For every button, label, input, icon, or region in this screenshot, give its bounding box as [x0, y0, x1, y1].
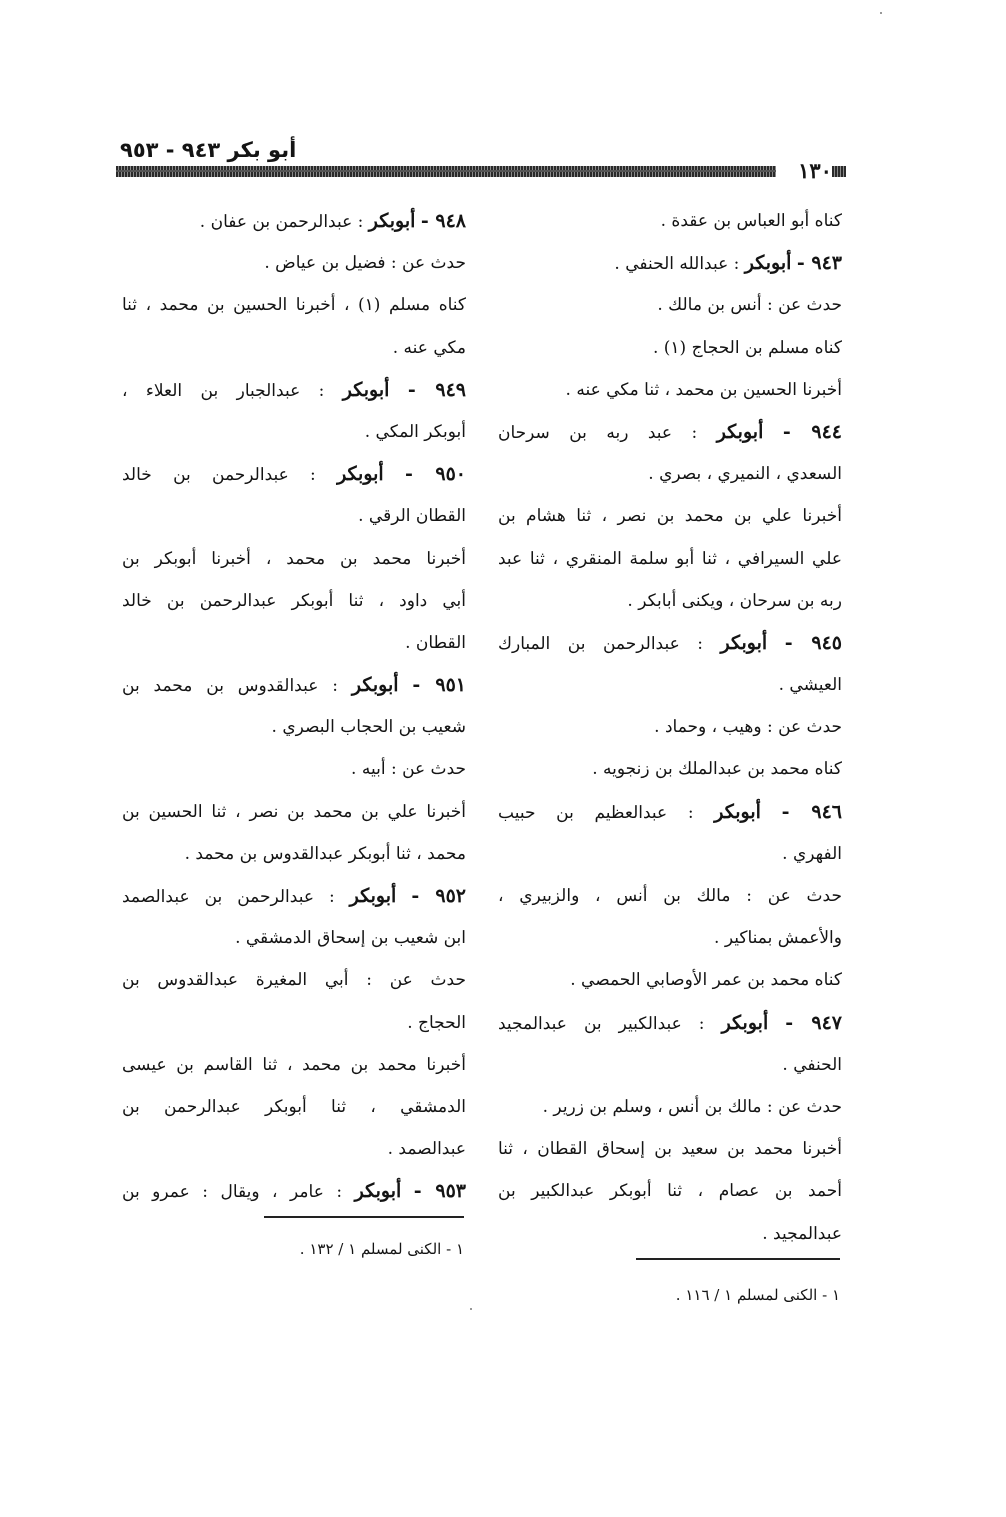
text-line: أبي داود ، ثنا أبوبكر عبدالرحمن بن خالد	[122, 590, 466, 611]
entry-rest: : عبدالعظيم بن حبيب	[498, 802, 694, 823]
text-line: القطان الرقي .	[358, 506, 466, 527]
scan-speck	[880, 12, 882, 14]
header-rule-end	[832, 166, 846, 177]
entry-rest: : عبدالقدوس بن محمد بن	[122, 676, 338, 697]
text-line: أخبرنا علي بن محمد بن نصر ، ثنا هشام بن	[498, 506, 842, 527]
entry-number: ٩٥٠ -	[405, 463, 466, 486]
entry-number: ٩٤٧ -	[785, 1011, 843, 1034]
entry-number: ٩٤٥ -	[784, 631, 842, 654]
entry-heading-line	[498, 411, 842, 453]
text-line: حدث عن : مالك بن أنس ، وسلم بن زرير .	[542, 1096, 842, 1117]
text-line: حدث عن : أنس بن مالك .	[657, 295, 842, 316]
text-line: أخبرنا محمد بن سعيد بن إسحاق القطان ، ثنا	[498, 1139, 842, 1160]
entry-kunya: أبوبكر	[716, 420, 764, 443]
text-line: أبوبكر المكي .	[364, 421, 466, 442]
entry-rest: : عبدالله الحنفي .	[614, 254, 740, 275]
entry-rest: : عبدالجبار بن العلاء ،	[122, 380, 325, 401]
entry-kunya: أبوبكر	[349, 885, 397, 907]
text-line: أخبرنا علي بن محمد بن نصر ، ثنا الحسين بن	[122, 801, 466, 822]
text-line: حدث عن : وهيب ، وحماد .	[654, 717, 842, 738]
entry-rest: : عبدالكبير بن عبدالمجيد	[498, 1013, 705, 1034]
entry-rest: : عامر ، ويقال : عمرو بن	[122, 1182, 343, 1203]
entry-number: ٩٤٨ -	[420, 210, 466, 232]
text-line: حدث عن : أبي المغيرة عبدالقدوس بن	[122, 970, 466, 991]
entry-heading-line	[122, 1170, 466, 1212]
entry-number: ٩٤٣ -	[796, 252, 842, 275]
entry-kunya: أبوبكر	[721, 1011, 769, 1034]
scan-speck	[470, 1308, 472, 1310]
text-line: عبدالصمد .	[387, 1139, 466, 1160]
entry-heading-line	[122, 875, 466, 917]
text-line: كناه أبو العباس بن عقدة .	[660, 211, 842, 231]
text-line: كناه محمد بن عبدالملك بن زنجويه .	[592, 759, 842, 780]
entry-number: ٩٤٩ -	[407, 378, 467, 401]
entry-kunya: أبوبكر	[744, 252, 792, 275]
text-line: الحنفي .	[782, 1054, 842, 1075]
footnote-separator-left	[264, 1216, 464, 1218]
text-line: الدمشقي ، ثنا أبوبكر عبدالرحمن بن	[122, 1096, 466, 1117]
text-line: حدث عن : مالك بن أنس ، والزبيري ،	[498, 886, 842, 906]
text-line: ابن شعيب بن إسحاق الدمشقي .	[235, 928, 466, 949]
entry-heading-line	[498, 622, 842, 664]
text-line: شعيب بن الحجاب البصري .	[271, 717, 466, 738]
text-line: أخبرنا الحسين بن محمد ، ثنا مكي عنه .	[565, 379, 842, 400]
entry-rest: : عبدالرحمن بن خالد	[122, 465, 316, 486]
running-header-title: أبو بكر ٩٤٣ - ٩٥٣	[120, 138, 297, 162]
footnote-right: ١ - الكنى لمسلم ١ / ١١٦ .	[675, 1286, 840, 1304]
entry-kunya: أبوبكر	[720, 631, 768, 654]
text-line: كناه مسلم (١) ، أخبرنا الحسين بن محمد ، ثنا	[122, 295, 466, 316]
text-line: حدث عن : أبيه .	[351, 759, 466, 780]
entry-kunya: أبوبكر	[368, 210, 416, 232]
text-line: العيشي .	[778, 675, 842, 696]
entry-number: ٩٤٤ -	[782, 420, 842, 443]
text-line: حدث عن : فضيل بن عياض .	[264, 253, 466, 274]
text-line: كناه محمد بن عمر الأوصابي الحمصي .	[570, 970, 842, 991]
text-line: مكي عنه .	[392, 337, 466, 358]
entry-kunya: أبوبكر	[714, 800, 761, 823]
entry-rest: : عبدالرحمن بن عبدالصمد	[122, 887, 335, 907]
entry-heading-line	[122, 664, 466, 706]
entry-heading-line	[122, 369, 466, 411]
left-text-column	[122, 200, 466, 1213]
entry-number: ٩٥١ -	[412, 674, 466, 697]
text-line: أخبرنا محمد بن محمد ، أخبرنا أبوبكر بن	[122, 548, 466, 569]
entry-heading-line	[498, 791, 842, 833]
entry-number: ٩٥٢ -	[411, 885, 467, 907]
page-number: ١٣٠	[798, 158, 832, 183]
text-line: محمد ، ثنا أبوبكر عبدالقدوس بن محمد .	[184, 843, 466, 864]
entry-rest: : عبدالرحمن بن عفان .	[199, 212, 364, 232]
entry-kunya: أبوبكر	[342, 378, 390, 401]
entry-heading-line	[498, 242, 842, 284]
footnote-separator-right	[636, 1258, 840, 1260]
footnote-left: ١ - الكنى لمسلم ١ / ١٣٢ .	[299, 1240, 464, 1258]
right-text-column	[498, 200, 842, 1255]
entry-kunya: أبوبكر	[337, 463, 384, 486]
text-line: القطان .	[405, 632, 466, 653]
entry-rest: : عبد ربه بن سرحان	[498, 422, 698, 443]
text-line: والأعمش بمناكير .	[714, 928, 842, 949]
text-line: أخبرنا محمد بن محمد ، ثنا القاسم بن عيسى	[122, 1054, 466, 1075]
text-line: أحمد بن عصام ، ثنا أبوبكر عبدالكبير بن	[498, 1181, 842, 1202]
entry-kunya: أبوبكر	[351, 674, 399, 697]
text-line: كناه مسلم بن الحجاج (١) .	[652, 337, 842, 358]
entry-number: ٩٥٣ -	[413, 1180, 467, 1203]
entry-heading-line	[498, 1002, 842, 1044]
entry-heading-line	[122, 200, 466, 242]
text-line: علي السيرافي ، ثنا أبو سلمة المنقري ، ثنا عبد	[498, 548, 842, 569]
entry-kunya: أبوبكر	[354, 1180, 402, 1203]
text-line: الفهري .	[782, 843, 842, 864]
text-line: عبدالمجيد .	[762, 1223, 842, 1244]
text-line: الحجاج .	[407, 1012, 466, 1033]
entry-heading-line	[122, 453, 466, 495]
entry-rest: : عبدالرحمن بن المبارك	[498, 633, 704, 654]
text-line: السعدي ، النميري ، بصري .	[648, 464, 842, 485]
entry-number: ٩٤٦ -	[781, 800, 843, 823]
text-line: ربه بن سرحان ، ويكنى أبابكر .	[627, 590, 842, 611]
header-rule	[116, 166, 776, 177]
